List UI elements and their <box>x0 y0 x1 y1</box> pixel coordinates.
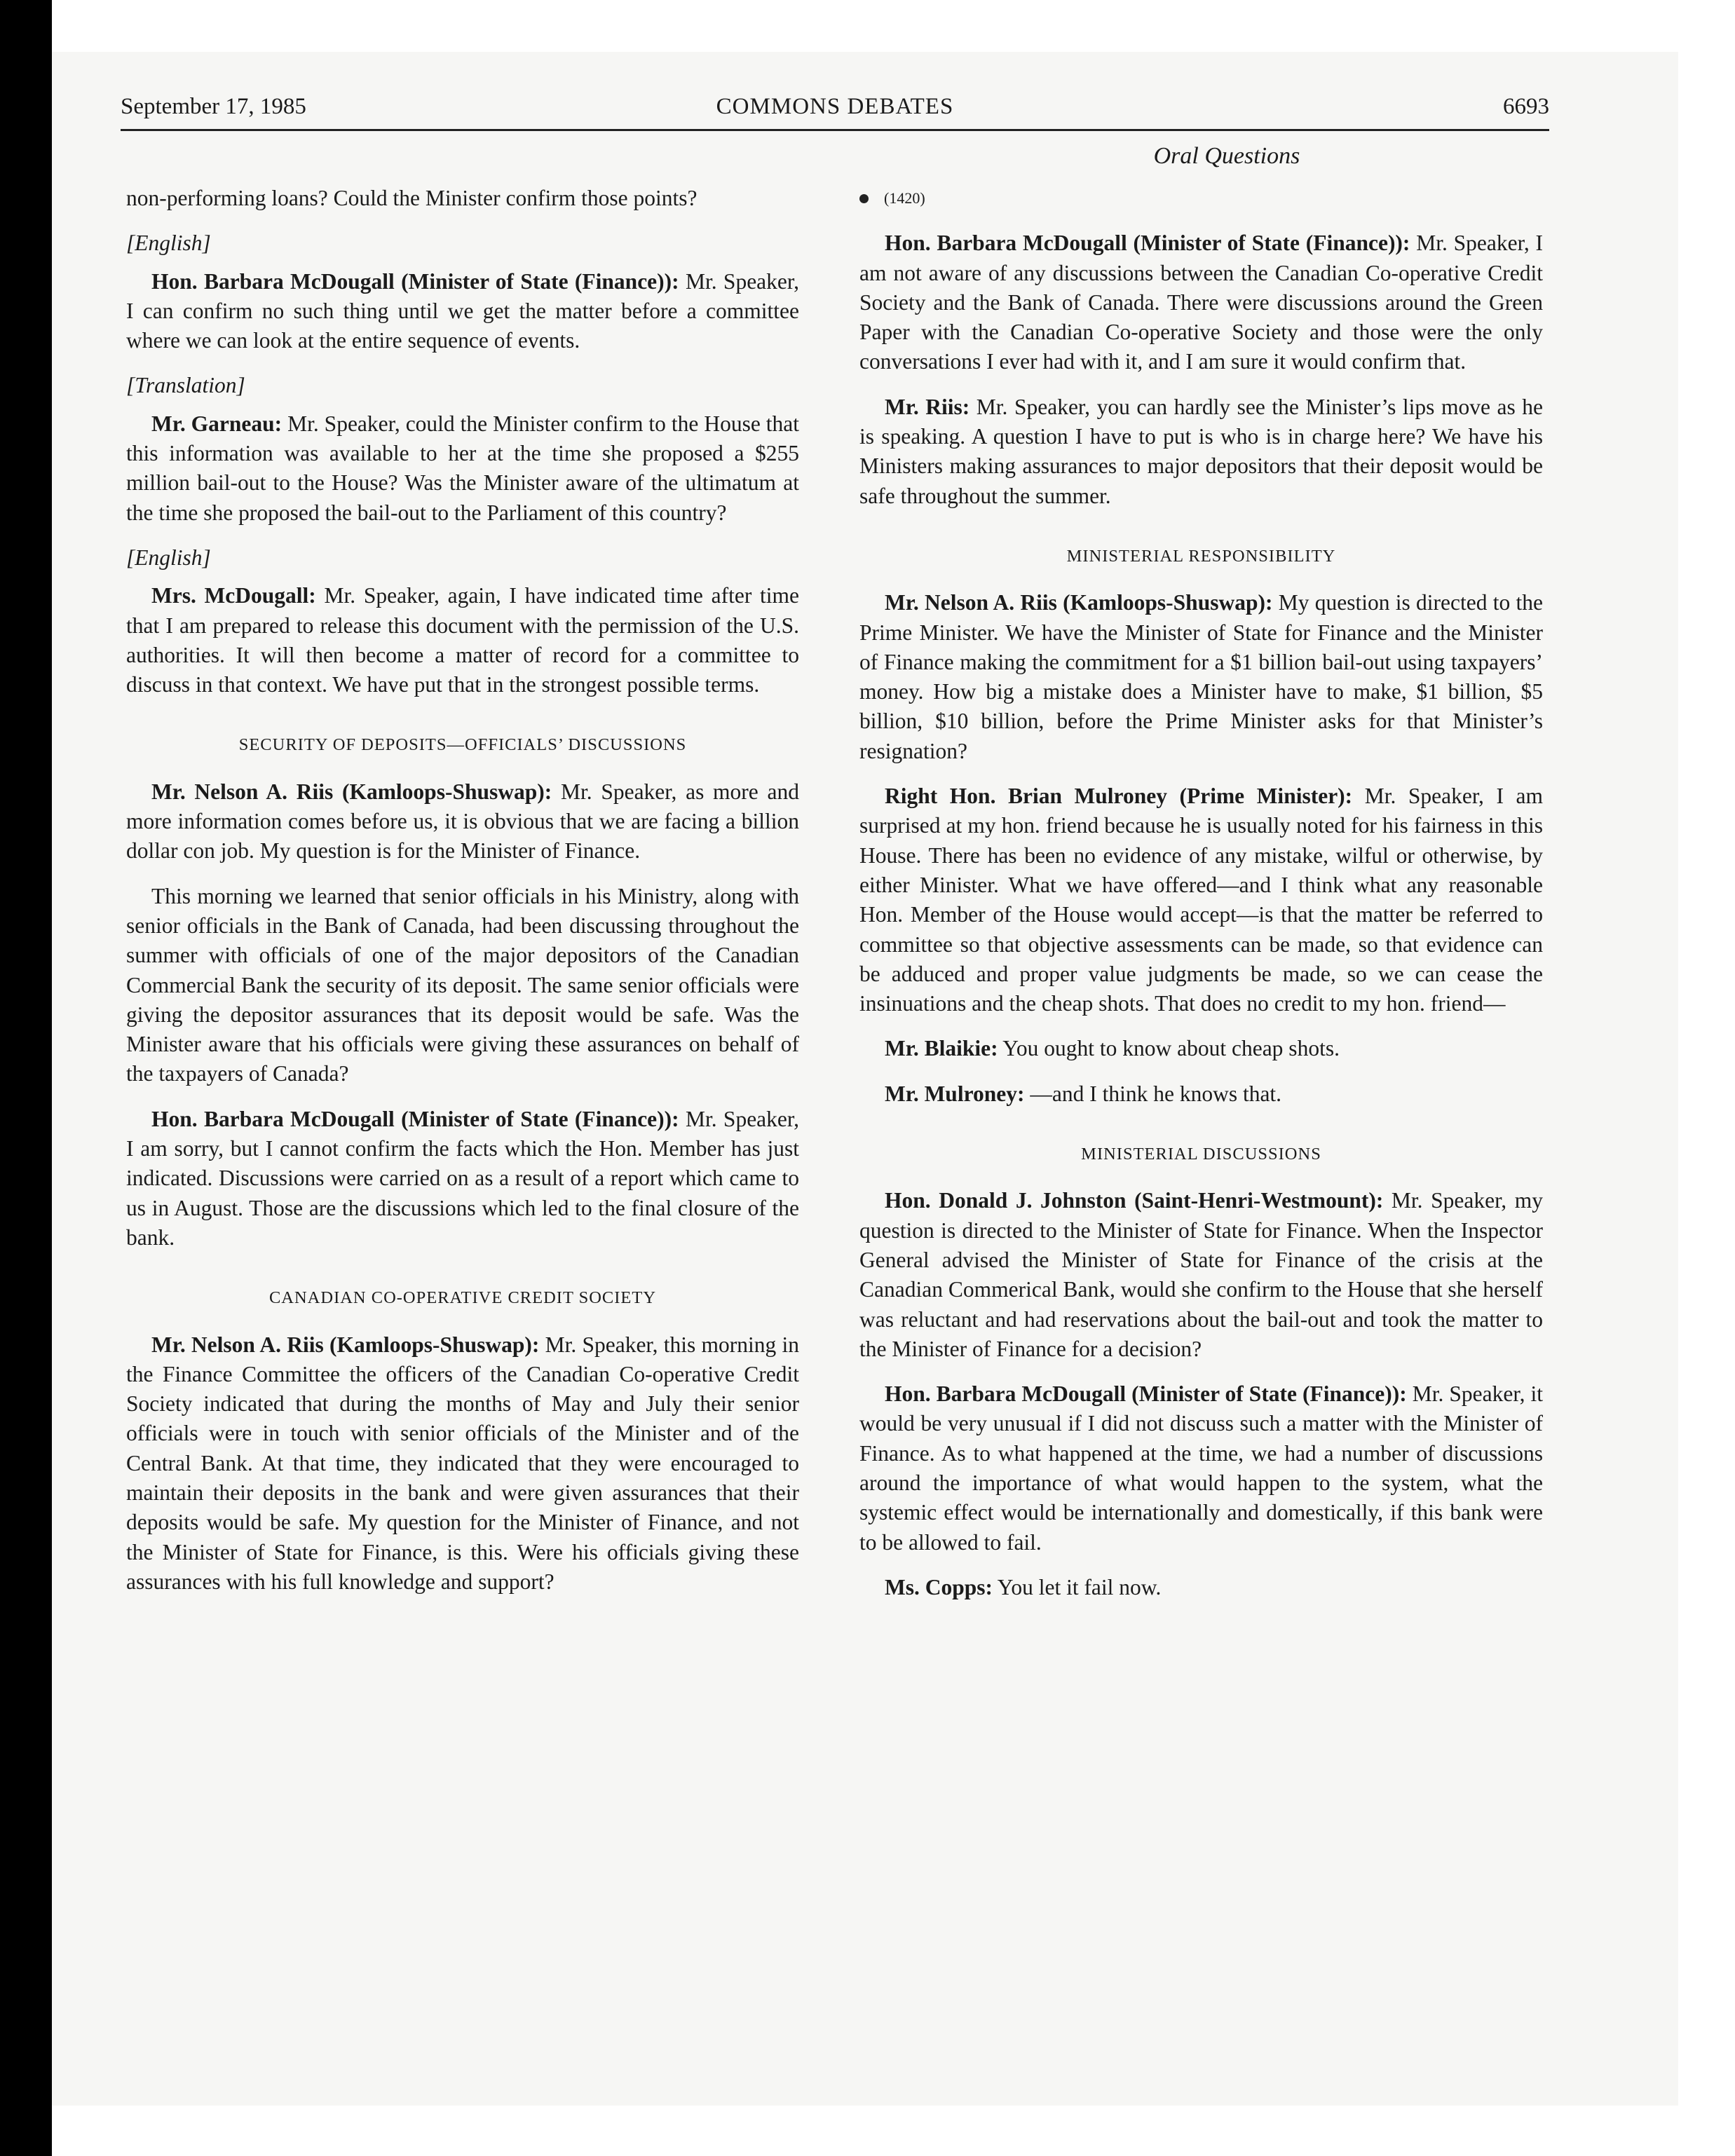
section-heading: CANADIAN CO-OPERATIVE CREDIT SOCIETY <box>268 1288 657 1308</box>
running-head: Oral Questions <box>1153 143 1300 169</box>
paragraph: This morning we learned that senior officials in his Ministry, along with senior officials in the Bank of Canada, had been discussing throughout the summer with officials of one of the major depositors of the Canadian Commercial Bank the security of its deposit. The same senior officials were giving the depositor assurances that its deposit would be safe. Was the Minister aware that his officials were giving these assurances on behalf of the taxpayers of Canada? <box>126 883 799 1086</box>
speech-text: Mr. Speaker, I can confirm no such thing until we get the matter before a committee where we can look at the entire sequence of events. <box>126 268 799 353</box>
speech-text: Mr. Speaker, again, I have indicated time after time that I am prepared to release this document with the permission of the U.S. authorities. It will then become a matter of record for a committee to discuss in that context. We have put that in the strongest possible terms. <box>126 583 799 697</box>
paragraph <box>859 393 1543 511</box>
speech-text: Mr. Speaker, my question is directed to the Minister of State for Finance. When the Inspector General advised the Minister of State for Finance of the crisis at the Canadian Commerical Bank, would she confirm to the House that she herself was reluctant and had reservations about the bail-out and took the matter to the Minister of Finance for a decision? <box>859 1188 1543 1361</box>
paragraph <box>859 588 1543 766</box>
left-column <box>126 184 799 1612</box>
language-marker: [Translation] <box>126 373 245 398</box>
speech-text: Mr. Speaker, this morning in the Finance Committee the officers of the Canadian Co-operative Credit Society indicated that during the months of May and July their senior officials were in touch with senior officials of the Minister and of the Central Bank. At that time, they indicated that they were encouraged to maintain their deposits in the bank and were given assurances that their deposits would be safe. My question for the Minister of Finance, and not the Minister of State for Finance, is this. Were his officials giving these assurances with his full knowledge and support? <box>126 1332 799 1594</box>
speaker-name: Mr. Garneau: <box>151 411 283 436</box>
timestamp-text: (1420) <box>884 189 925 207</box>
section-heading: MINISTERIAL RESPONSIBILITY <box>1066 546 1336 566</box>
speech-text: —and I think he knows that. <box>1024 1081 1282 1106</box>
scan-edge <box>0 0 52 2156</box>
paragraph <box>126 777 799 866</box>
bullet-icon <box>859 194 869 203</box>
paragraph <box>859 1034 1543 1063</box>
paragraph <box>859 1379 1543 1557</box>
speech-text: Mr. Speaker, you can hardly see the Minister’s lips move as he is speaking. A question I have to put is who is in charge here? We have his Ministers making assurances to major depositors that their deposit would be safe throughout the summer. <box>859 394 1543 508</box>
speech-text: Mr. Speaker, it would be very unusual if I did not discuss such a matter with the Minister of Finance. As to what happened at the time, we had a number of discussions around the importance of what would happen to the system, what the systemic effect would be internationally and domestically, if this bank were to be allowed to fail. <box>859 1381 1543 1555</box>
speech-text: You let it fail now. <box>993 1574 1162 1599</box>
paragraph <box>126 581 799 700</box>
paragraph <box>859 228 1543 376</box>
speaker-name: Right Hon. Brian Mulroney (Prime Minister): <box>885 784 1353 809</box>
paragraph <box>126 1330 799 1597</box>
speaker-name: Hon. Barbara McDougall (Minister of State (Finance)): <box>885 1381 1407 1407</box>
language-marker: [English] <box>126 545 211 570</box>
speech-text: Mr. Speaker, I am surprised at my hon. friend because he is usually noted for his fairness in this House. There has been no evidence of any mistake, wilful or otherwise, by either Minister. What we have offered—and I think what any reasonable Hon. Member of the House would accept—is that the matter be referred to committee so that objective assessments can be made, so that evidence can be adduced and proper value judgments be made, so we can cease the insinuations and the cheap shots. That does no credit to my hon. friend— <box>859 784 1543 1016</box>
paragraph <box>126 267 799 356</box>
speaker-name: Hon. Barbara McDougall (Minister of State (Finance)): <box>151 1106 679 1131</box>
speaker-name: Mrs. McDougall: <box>151 583 316 608</box>
paragraph <box>126 1105 799 1253</box>
header-page-number: 6693 <box>1503 94 1549 119</box>
language-marker: [English] <box>126 231 211 256</box>
speaker-name: Mr. Nelson A. Riis (Kamloops-Shuswap): <box>885 590 1273 615</box>
page-header <box>121 90 1549 131</box>
speaker-name: Ms. Copps: <box>885 1574 993 1599</box>
timestamp <box>859 184 1543 213</box>
paragraph <box>859 1079 1543 1109</box>
speech-text: My question is directed to the Prime Minister. We have the Minister of State for Finance and the Minister of Finance making the commitment for a $1 billion bail-out using taxpayers’ money. How big a mistake does a Minister have to make, $1 billion, $5 billion, $10 billion, before the Prime Minister asks for that Minister’s resignation? <box>859 590 1543 763</box>
speaker-name: Mr. Riis: <box>885 394 970 419</box>
speaker-name: Hon. Barbara McDougall (Minister of State (Finance)): <box>885 231 1410 256</box>
speech-text: Mr. Speaker, as more and more information comes before us, it is obvious that we are facing a billion dollar con job. My question is for the Minister of Finance. <box>126 779 799 864</box>
speaker-name: Mr. Mulroney: <box>885 1081 1025 1106</box>
paragraph <box>859 1186 1543 1364</box>
header-date: September 17, 1985 <box>121 94 306 119</box>
section-heading: SECURITY OF DEPOSITS—OFFICIALS’ DISCUSSIONS <box>238 735 687 755</box>
speaker-name: Mr. Nelson A. Riis (Kamloops-Shuswap): <box>151 779 552 804</box>
speaker-name: Mr. Blaikie: <box>885 1036 998 1061</box>
paragraph <box>859 1573 1543 1602</box>
speaker-name: Mr. Nelson A. Riis (Kamloops-Shuswap): <box>151 1332 540 1357</box>
section-heading: MINISTERIAL DISCUSSIONS <box>1081 1145 1321 1164</box>
speech-text: Mr. Speaker, I am not aware of any discussions between the Canadian Co-operative Credit Society and the Bank of Canada. There were discussions around the Green Paper with the Canadian Co-operative Society and those were the only conversations I ever had with it, and I am sure it would confirm that. <box>859 231 1543 374</box>
scan-margin <box>52 0 1735 52</box>
paragraph <box>126 409 799 528</box>
paragraph <box>859 782 1543 1018</box>
header-title: COMMONS DEBATES <box>716 94 954 119</box>
paragraph: non-performing loans? Could the Minister confirm those points? <box>126 186 698 210</box>
speaker-name: Hon. Barbara McDougall (Minister of State (Finance)): <box>151 268 679 294</box>
speech-text: Mr. Speaker, I am sorry, but I cannot confirm the facts which the Hon. Member has just indicated. Discussions were carried on as a result of a report which came to us in August. Those are the discussions which led to the final closure of the bank. <box>126 1106 799 1250</box>
speech-text: Mr. Speaker, could the Minister confirm to the House that this information was available to her at the time she proposed a $255 million bail-out to the House? Was the Minister aware of the ultimatum at the time she proposed the bail-out to the Parliament of this country? <box>126 411 799 525</box>
speech-text: You ought to know about cheap shots. <box>998 1036 1340 1061</box>
speaker-name: Hon. Donald J. Johnston (Saint-Henri-Westmount): <box>885 1188 1384 1213</box>
right-column <box>859 184 1543 1618</box>
